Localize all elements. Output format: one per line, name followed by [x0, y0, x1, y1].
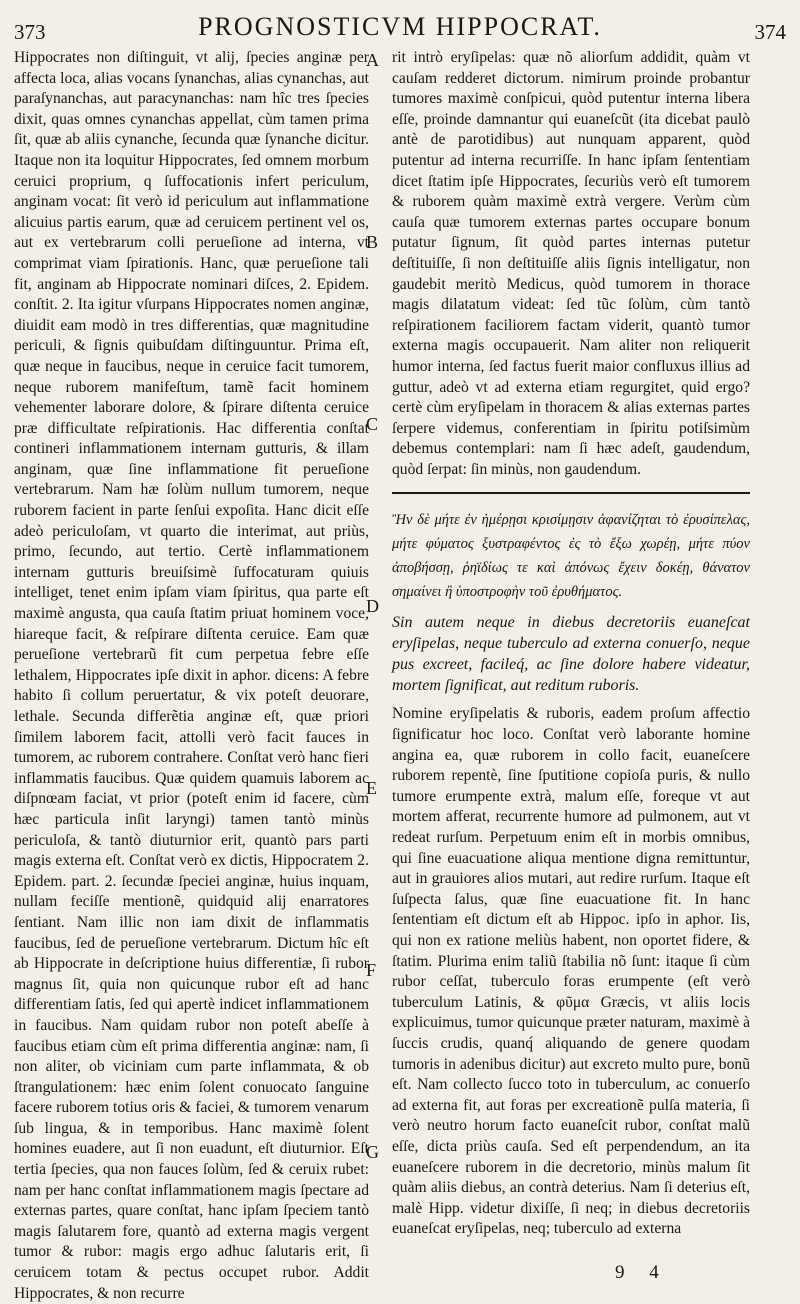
- margin-letter-f: F: [366, 960, 377, 980]
- page-number-left: 373: [14, 20, 46, 44]
- left-column: [14, 48, 369, 1304]
- right-column: [392, 48, 750, 1240]
- margin-letter-e: E: [366, 778, 377, 798]
- commentary-paragraph: Hippocrates non diſtinguit, vt alij, ſpecies anginæ per affecta loca, alias vocans ſynanchas, alias cynanchas, aut paraſynanchas, aut paracynanchas: nam hîc tres ſpecies dixit, quas omnes cynanchas appellat, cùm tamen prima ſit, quæ ab aliis cynanche, ſecunda quæ ſynanche dicitur. Itaque non ita loquitur Hippocrates, ſed omnem morbum ceruici proprium, q ſuffocationis infert periculum, anginam vocat: ſit verò id periculum aut inflammatione alicuius partis earum, quæ ad ceruicem pertinent vel os, aut ex vertebrarum colli perueſione ad interna, vt comprimat viam ſpirationis. Hanc, quæ perueſione tali fit, anginam ab Hippocrate nominari diſces, 2. Epidem. conſtit. 2. Ita igitur vſurpans Hippocrates nomen anginæ, diuidit eam modò in tres differentias, quæ magnitudine periculi, & ſignis quibuſdam diſtinguuntur. Prima eſt, quæ neque in faucibus, neque in ceruice facit tumorem, neque ruborem manifeſtum, tamẽ facit hominem vehementer laborare dolore, & ſpirare diſtenta ceruice præ difficultate reſpirationis. Hac differentia conſtat contineri inflammationem internam gutturis, & illam anginam, quæ ſine inflammatione fit perueſione vertebrarum. Nam hæ ſolùm nullum tumorem, neque ruborem facient in parte ſenſui expoſita. Hanc dicit eſſe adeò periculoſam, vt quarto die interimat, aut priùs, primo, ſecundo, aut tertio. Certè inflammationem internam gutturis breuiſsimè ſuffocaturam quiuis intelliget, tenet enim ipſam viam ſpiritus, qua parte eſt maximè angusta, qua cauſa ſtatim priuat hominem voce, hiareque facit, & reſpirare diſtenta ceruice. Eam quæ perueſione vertebrarũ fit cum perpetua febre eſſe lethalem, Hippocrates ipſe dixit in aphor. dicens: A febre habito ſi collum peruertatur, & vix poteſt deuorare, lethale. Secunda differẽtia anginæ eſt, quæ priori ſimilem laborem facit, attolli verò facit fauces in tumorem, ac ruborem contrahere. Conſtat verò hanc fieri inflammatis faucibus. Quæ quidem quamuis laborem ac diſpnœam faciat, vt prior (poteſt enim id facere, cùm hæc particula inſit laryngi) tamen tantò minùs periculoſa, & tantò diuturnior erit, quantò pars parti magis externa eſt. Conſtat verò ex dictis, Hippocratem 2. Epidem. part. 2. ſecundæ ſpeciei anginæ, huius inquam, nullam feciſſe mentionẽ, quidquid alij enarratores ſentiant. Nam illic non iam dixit de inflammatis faucibus, ſed de perueſione vertebrarum. Dictum hîc eſt ab Hippocrate in deſcriptione huius differentiæ, ſi rubor magnus ſit, quia non quicunque rubor eſt ad hanc differentiam ſatis, ſed qui apertè indicet inflammationem in faucibus. Nam quidam rubor non poteſt abeſſe à faucibus etiam cùm eſt prima differentia anginæ: nam, ſi non aliter, ob viciniam cum parte inflammata, & ob ſtrangulationem: hæc enim ſolent conuocato ſanguine facere ruborem totius oris & faciei, & tumorem venarum ſub lingua, & in temporibus. Hanc maximè ſolent homines euadere, aut ſi non euadunt, eſt diuturnior. Eſt tertia ſpecies, qua non fauces ſolùm, ſed & ceruix rubet: nam per hanc conſtat inflammationem magis ſpectare ad externas partes, quare conſtat, hanc ipſam ſpeciem tantò magis ſalutarem fore, quantò ad externa magis vergent tumor & rubor: magis ergo adhuc ſalutaris erit, ſi ceruicem totam & pectus occupet rubor. Addit Hippocrates, & non recurre: [14, 49, 369, 1302]
- page-number-right: 374: [754, 20, 786, 44]
- signature-mark: 9 4: [615, 1262, 669, 1283]
- latin-lemma: Sin autem neque in diebus decretoriis euaneſcat eryſipelas, neque tuberculo ad externa conuerſo, neque pus excreet, facileq́, ac ſine dolore habere videatur, mortem ſignificat, aut reditum ruboris.: [392, 614, 750, 695]
- commentary-paragraph: Nomine eryſipelatis & ruboris, eadem proſum affectio ſignificatur hoc loco. Conſtat verò laborante homine angina ea, quæ ruborem in collo facit, euaneſcere ruborem repentè, ſine ſputitione copioſa puris, & nullo tumore erumpente extrà, malum eſſe, foreque vt aut mortem afferat, recurrente humore ad pulmonem, aut vt redeat rurſum. Perpetuum enim eſt in morbis omnibus, qui ſine euacuatione aliqua mentione digna remittuntur, aut in grauiores alios mutari, aut redire rurſum. Itaque eſt ſuſpecta ſalus, quæ ſine euacuatione fit. In hanc ſententiam eſt dictum eſt ab Hippoc. ipſo in aphor. Iis, qui non ex ratione meliùs habent, non oportet fidere, & ſtatim. Plurima enim taliũ ſtabilia nõ ſunt: itaque ſi cùm rubor ceſſat, tuberculo foras erumpente (eſt verò tuberculum Latinis, & φῦμα Græcis, vt aliis locis explicuimus, tumor quicunque præter naturam, maximè à ſuccis crudis, quanq́ aliquando de genere quodam tumoris in adenibus dicitur) aut excreto multo pure, bonũ eſt. Nam collecto ſucco toto in tuberculum, ac conuerſo ad externa fit, aut foras per excreationẽ pulſa materia, ſi verò neutro horum facto euaneſcit rubor, conſtat malũ eſſe, dicta priùs cauſa. Sed eſt perpendendum, an ita euaneſcere ruborem in die decretorio, minùs malum ſit quàm aliis diebus, an contrà deterius. Nam ſi deterius eſt, malè Hipp. videtur dixiſſe, ſi neq; in diebus decretoriis euaneſcat eryſipelas, neq; tuberculo ad externa: [392, 705, 750, 1238]
- margin-letter-d: D: [366, 596, 379, 616]
- commentary-paragraph: rit intrò eryſipelas: quæ nõ aliorſum addidit, quàm vt cauſam redderet dictorum. nimirum proinde probantur tumores maximè conſpicui, quòd putentur interna libera eſſe, proinde damnantur qui euaneſcũt (ita dicebat paulò antè de parotidibus) aut nunquam apparent, quòd putentur ad interna recurriſſe. In hanc ipſam ſententiam dicet ſtatim ipſe Hippocrates, ſecuriùs verò eſt tumorem & ruborem quàm maximè extrà vergere. Verùm cùm cauſa quæ tumorem externas partes occupare bonum putatur ſignum, ſit quòd partes internas putetur deſtituiſſe, ſi non deſtituiſſe aliis ſignis intelligatur, non gaudebit meritò Medicus, quòd tumorem in thorace magis dilatatum videat: ſed tũc ſolùm, cùm tantò reſpirationem faciliorem factam viderit, quantò tumor externa magis occupauerit. Nam aliter non reliquerit humor interna, ſed factus fuerit maior confluxus illius ad guttur, adeò vt ad externa etiam regurgitet, quid ergo? certè cùm eryſipelam in thoracem & alias externas partes ſerpere videmus, conferentiam in ſpiritu potiſsimùm debemus contemplari: nam ſi hæc adeſt, gaudendum, quòd ſerpat: ſin minùs, non gaudendum.: [392, 49, 750, 478]
- margin-letter-a: A: [366, 50, 379, 70]
- running-head: PROGNOSTICVM HIPPOCRAT.: [198, 12, 602, 41]
- margin-letter-g: G: [366, 1142, 379, 1162]
- section-divider: [392, 492, 750, 494]
- margin-letter-c: C: [366, 414, 379, 434]
- greek-text: Ἢν δὲ μήτε ἐν ἡμέρῃσι κρισίμῃσιν ἀφανίζηται τὸ ἐρυσίπελας, μήτε φύματος ξυστραφέντος ἐς τὸ ἔξω χωρέῃ, μήτε πύον ἀποβήσσῃ, ῥηϊδίως τε καὶ ἀπόνως ἔχειν δοκέῃ, θάνατον σημαίνει ἢ ὑποστροφὴν τοῦ ἐρυθήματος.: [392, 512, 750, 601]
- margin-letter-b: B: [366, 232, 379, 252]
